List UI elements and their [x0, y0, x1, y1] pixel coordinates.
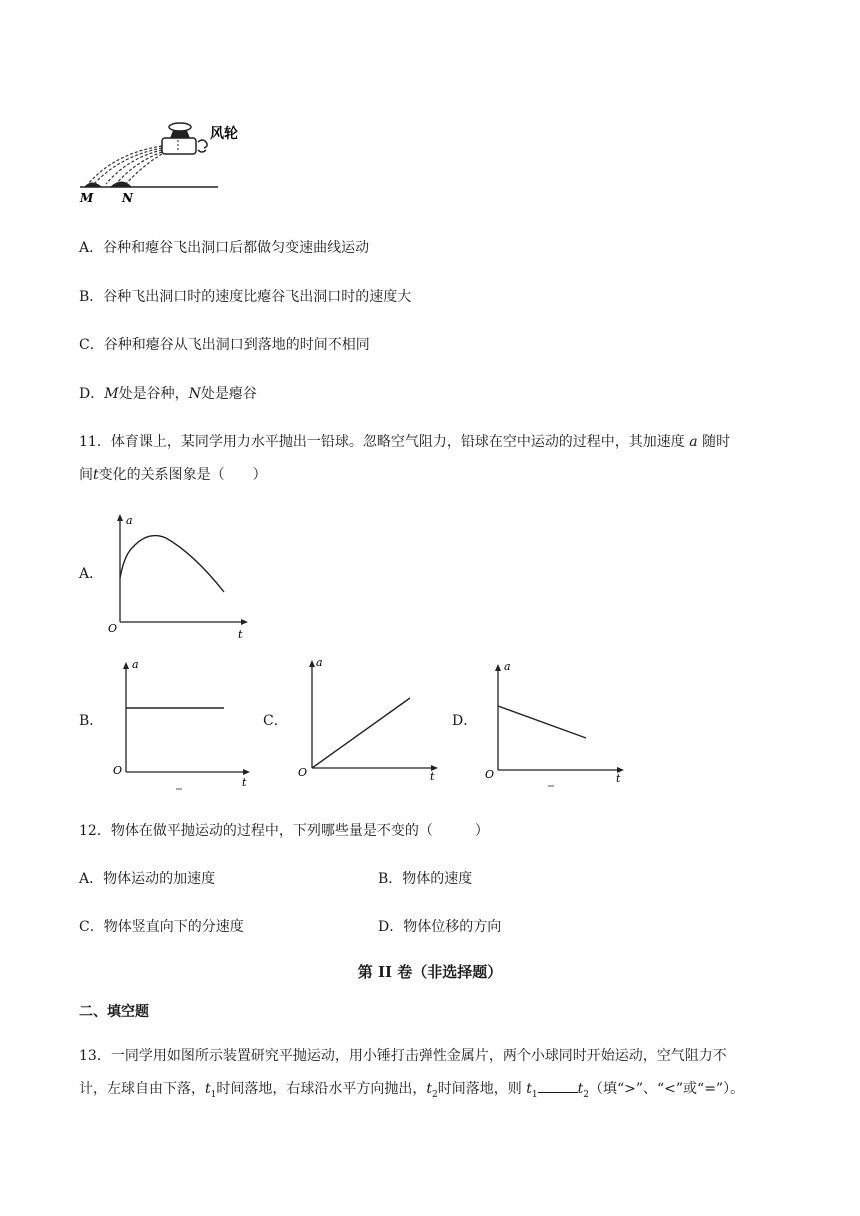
- q13-line2: 计，左球自由下落，$t_1$时间落地，右球沿水平方向抛出，$t_2$时间落地，则 $t_1$ $t_2$（填“>”、“<”或“=”）。: [79, 1078, 744, 1105]
- q10-option-a: A．谷种和瘪谷飞出洞口后都做匀变速曲线运动: [79, 240, 370, 256]
- q13-line1: 13．一同学用如图所示装置研究平抛运动，用小锤打击弹性金属片，两个小球同时开始运动，空气阻力不: [79, 1048, 727, 1064]
- q10-option-b: B．谷种飞出洞口时的速度比瘪谷飞出洞口时的速度大: [79, 289, 412, 305]
- q11-option-c-label: C．: [263, 713, 288, 729]
- q12-option-c: C．物体竖直向下的分速度: [79, 919, 244, 935]
- trajectories: [88, 146, 162, 184]
- machine-body: [162, 138, 196, 154]
- wind-wheel-figure: [70, 118, 250, 206]
- svg-text:t: t: [242, 776, 247, 789]
- label-n: N: [122, 191, 133, 205]
- svg-text:a: a: [126, 514, 133, 527]
- svg-text:t: t: [430, 770, 435, 782]
- answer-blank[interactable]: [538, 1078, 578, 1093]
- q11-option-d-label: D．: [452, 713, 478, 729]
- q11-graph-a: [104, 508, 254, 642]
- svg-text:a: a: [316, 656, 323, 669]
- svg-text:t: t: [238, 628, 243, 641]
- q11-option-a-label: A．: [79, 566, 104, 582]
- part2-title: 第 II 卷（非选择题）: [357, 963, 503, 981]
- q11-stem-line2: 间t变化的关系图象是（ ）: [79, 467, 267, 483]
- svg-text:a: a: [504, 660, 511, 673]
- line-d: [498, 706, 586, 738]
- fan-icon: [198, 140, 207, 152]
- q11-stem-line1: 11．体育课上，某同学用力水平抛出一铅球。忽略空气阻力，铅球在空中运动的过程中，其加速度 a 随时: [79, 434, 731, 450]
- pile-m: [84, 183, 102, 188]
- fan-label: 风轮: [210, 126, 238, 142]
- svg-text:O: O: [485, 768, 495, 781]
- pile-n: [110, 182, 132, 188]
- svg-text:a: a: [132, 658, 139, 671]
- curve-a: [120, 536, 224, 592]
- section-heading: 二、填空题: [79, 1004, 149, 1020]
- svg-text:t: t: [616, 772, 621, 785]
- svg-text:O: O: [113, 764, 123, 777]
- q12-option-d: D．物体位移的方向: [378, 919, 502, 935]
- svg-text:O: O: [108, 622, 118, 635]
- q10-option-c: C．谷种和瘪谷从飞出洞口到落地的时间不相同: [79, 337, 370, 353]
- q12-stem: 12．物体在做平抛运动的过程中，下列哪些量是不变的（ ）: [79, 823, 489, 839]
- q10-option-d: D．M处是谷种，N处是瘪谷: [79, 386, 257, 402]
- q11-graph-c: [296, 654, 446, 782]
- q12-option-a: A．物体运动的加速度: [79, 871, 216, 887]
- label-m: M: [80, 191, 94, 205]
- q11-graph-d: [482, 658, 632, 788]
- svg-text:O: O: [298, 766, 308, 779]
- q11-option-b-label: B．: [79, 713, 104, 729]
- q12-option-b: B．物体的速度: [378, 871, 473, 887]
- line-c: [312, 698, 410, 768]
- q11-graph-b: [110, 656, 260, 794]
